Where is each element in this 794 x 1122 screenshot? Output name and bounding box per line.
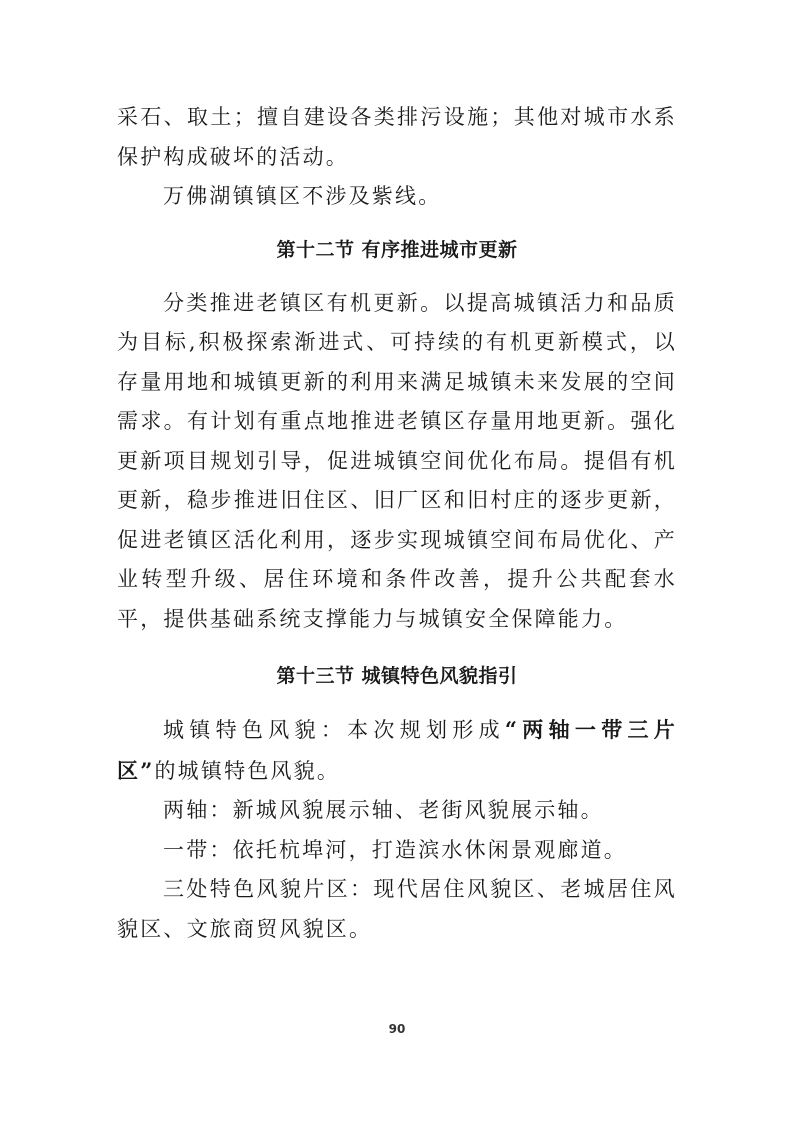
paragraph-two-axes (117, 791, 677, 831)
paragraph-townscape-intro (117, 710, 677, 791)
paragraph-purple-line: 万佛湖镇镇区不涉及紫线。 (163, 184, 442, 208)
urban-renewal-body: 以提高城镇活力和品质为目标,积极探索渐进式、可持续的有机更新模式，以存量用地和城镇更新的利用来满足城镇未来发展的空间需求。有计划有重点地推进老镇区存量用地更新。强化更新项目规划引导，促进城镇空间优化布局。提倡有机更新，稳步推进旧住区、旧厂区和旧村庄的逐步更新，促进老镇区活化利用，逐步实现城镇空间布局优化、产业转型升级、居住环境和条件改善，提升公共配套水平，提供基础系统支撑能力与城镇安全保障能力。 (117, 290, 677, 631)
one-belt-text: ：依托杭埠河，打造滨水休闲景观廊道。 (209, 837, 628, 862)
section-12-heading: 第十二节 有序推进城市更新 (276, 238, 518, 261)
urban-renewal-lead: 分类推进老镇区有机更新。 (163, 290, 444, 315)
paragraph-watershed-protection: 采石、取土；擅自建设各类排污设施；其他对城市水系保护构成破坏的活动。 (117, 105, 677, 169)
one-belt-lead: 一带 (163, 837, 210, 862)
section-13-heading: 第十三节 城镇特色风貌指引 (276, 665, 518, 687)
paragraph-urban-renewal (117, 284, 677, 640)
paragraph-three-zones (117, 870, 677, 949)
townscape-structure: “两轴一带三片区” (117, 717, 678, 783)
three-zones-lead: 三处特色风貌片区 (163, 877, 350, 901)
two-axes-text: ：新城风貌展示轴、老街风貌展示轴。 (209, 798, 604, 822)
document-page (117, 98, 677, 949)
two-axes-lead: 两轴 (163, 798, 210, 822)
three-zones-text: ：现代居住风貌区、老城居住风貌区、文旅商贸风貌区。 (117, 877, 677, 941)
townscape-mid: ：本次规划形成 (320, 718, 505, 742)
townscape-end: 的城镇特色风貌。 (154, 758, 341, 783)
paragraph-one-belt (117, 831, 677, 871)
townscape-lead: 城镇特色风貌 (163, 718, 321, 742)
page-number: 90 (388, 1022, 406, 1036)
